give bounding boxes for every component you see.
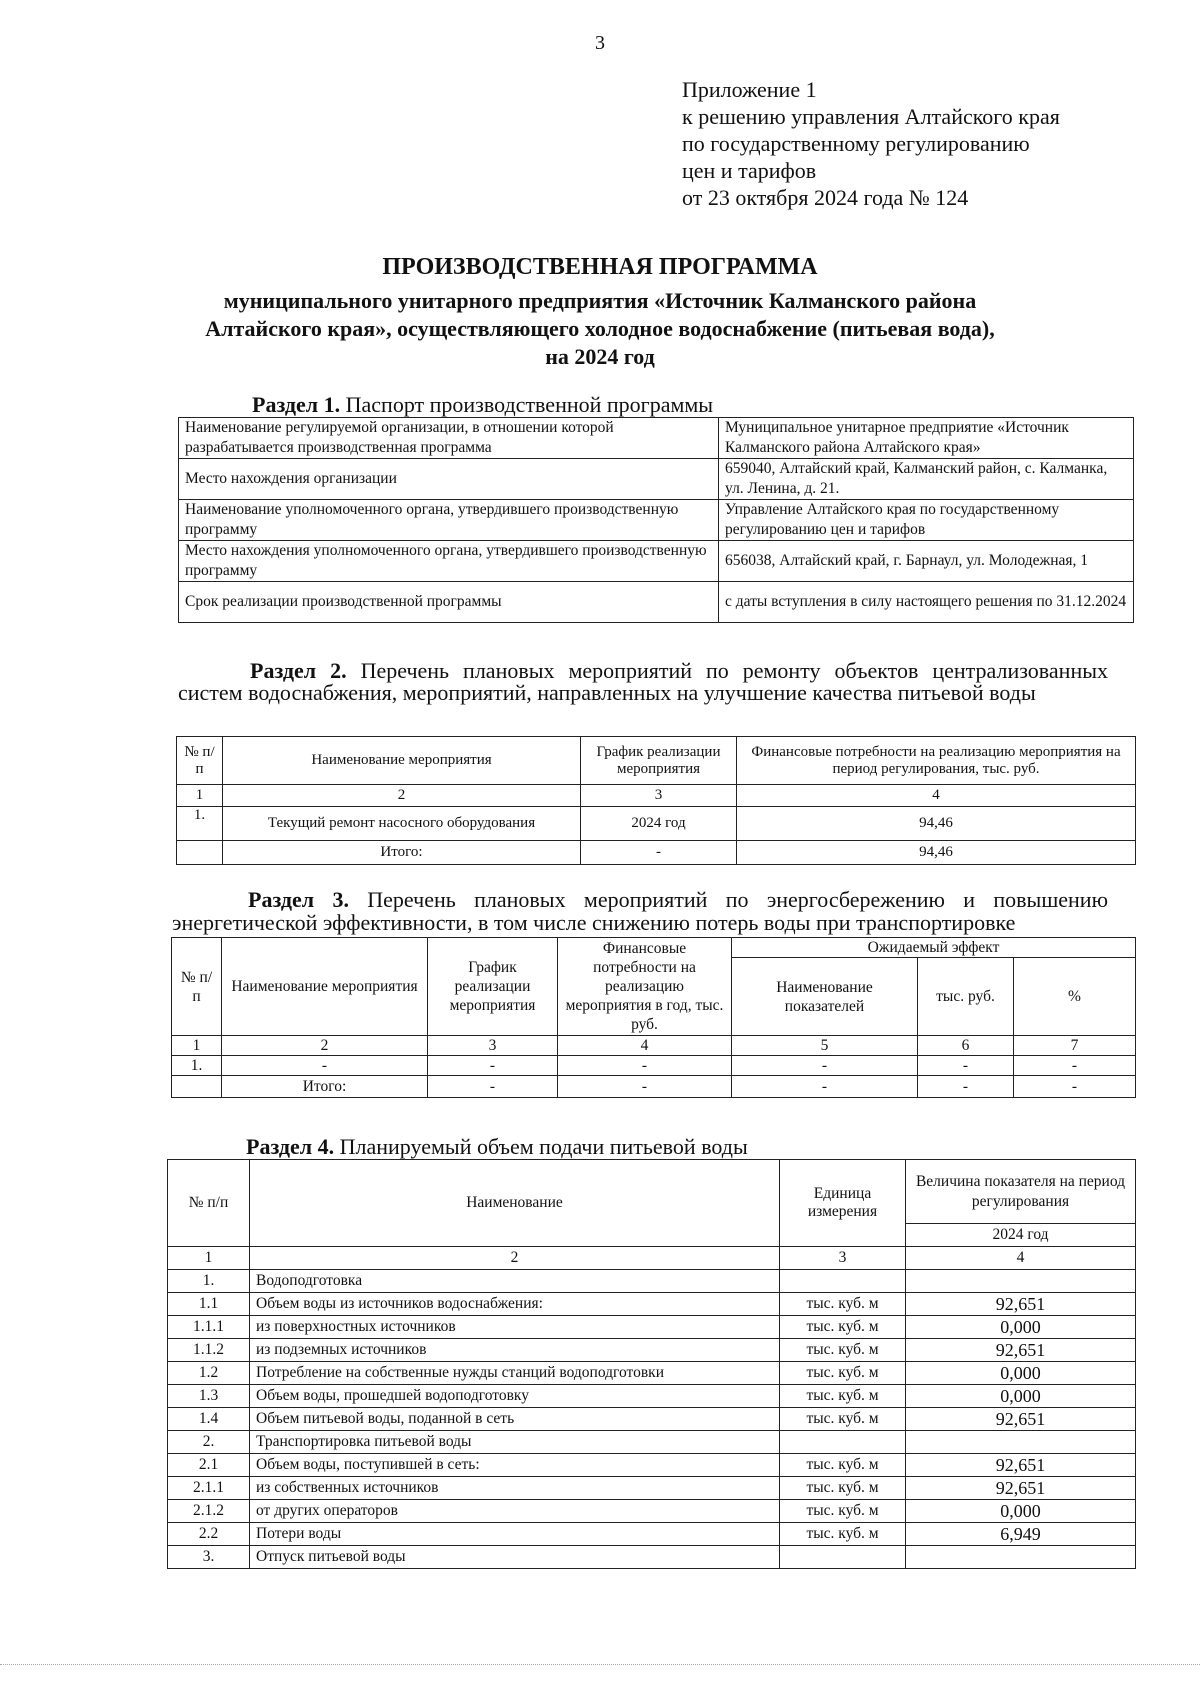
- table-row: [168, 1270, 1136, 1293]
- col-header: Величина показателя на период регулирования: [906, 1160, 1136, 1224]
- row-unit: тыс. куб. м: [780, 1293, 906, 1316]
- passport-label: Наименование уполномоченного органа, утвердившего производственную программу: [179, 500, 719, 541]
- subtitle-line: Алтайского края», осуществляющего холодное водоснабжение (питьевая вода),: [205, 316, 995, 341]
- row-number: 2.: [168, 1431, 250, 1454]
- section4-heading-text: Планируемый объем подачи питьевой воды: [339, 1134, 748, 1159]
- col-number: 7: [1014, 1036, 1136, 1056]
- table-row: [168, 1408, 1136, 1431]
- total-schedule: -: [581, 841, 737, 865]
- appendix-line: цен и тарифов: [682, 158, 817, 183]
- table-row: [168, 1477, 1136, 1500]
- subtitle-line: на 2024 год: [545, 344, 655, 369]
- subtitle-line: муниципального унитарного предприятия «Источник Калманского района: [223, 288, 977, 313]
- passport-value: Управление Алтайского края по государственному регулированию цен и тарифов: [719, 500, 1134, 541]
- col-header-year: 2024 год: [906, 1224, 1136, 1247]
- row-value: 92,651: [906, 1408, 1136, 1431]
- passport-label: Место нахождения организации: [179, 459, 719, 500]
- row-name: Транспортировка питьевой воды: [250, 1431, 780, 1454]
- row-name: от других операторов: [250, 1500, 780, 1523]
- appendix-line: к решению управления Алтайского края: [682, 104, 1060, 129]
- col-number: 4: [558, 1036, 732, 1056]
- document-subtitle: [150, 287, 1050, 371]
- table-header-row: [172, 938, 1136, 958]
- col-number: 5: [732, 1036, 918, 1056]
- passport-value: 656038, Алтайский край, г. Барнаул, ул. Молодежная, 1: [719, 541, 1134, 582]
- cell: -: [918, 1056, 1014, 1076]
- cell: -: [918, 1076, 1014, 1098]
- cell: -: [222, 1056, 428, 1076]
- total-amount: 94,46: [737, 841, 1136, 865]
- table-total-row: [177, 841, 1136, 865]
- col-header: Ожидаемый эффект: [732, 938, 1136, 958]
- row-value: [906, 1431, 1136, 1454]
- table-row: [168, 1454, 1136, 1477]
- col-header: Финансовые потребности на реализацию мероприятия на период регулирования, тыс. руб.: [737, 737, 1136, 785]
- row-unit: тыс. куб. м: [780, 1316, 906, 1339]
- row-value: 0,000: [906, 1500, 1136, 1523]
- activity-amount: 94,46: [737, 807, 1136, 841]
- row-name: Отпуск питьевой воды: [250, 1546, 780, 1569]
- total-label: Итого:: [222, 1076, 428, 1098]
- row-unit: [780, 1431, 906, 1454]
- col-number: 1: [172, 1036, 222, 1056]
- page-number: 3: [595, 32, 605, 54]
- total-label: Итого:: [223, 841, 581, 865]
- passport-value: Муниципальное унитарное предприятие «Источник Калманского района Алтайского края»: [719, 418, 1134, 459]
- row-number: 1.3: [168, 1385, 250, 1408]
- section1-heading: [252, 392, 713, 418]
- appendix-block: [682, 76, 1060, 211]
- row-name: Потери воды: [250, 1523, 780, 1546]
- row-value: [906, 1546, 1136, 1569]
- col-header: тыс. руб.: [918, 958, 1014, 1036]
- row-unit: [780, 1270, 906, 1293]
- cell: -: [1014, 1076, 1136, 1098]
- row-number: 2.1.1: [168, 1477, 250, 1500]
- repair-table: [176, 736, 1136, 865]
- row-name: из собственных источников: [250, 1477, 780, 1500]
- col-number: 4: [737, 785, 1136, 807]
- col-header: Наименование: [250, 1160, 780, 1247]
- row-name: Водоподготовка: [250, 1270, 780, 1293]
- water-volume-table: [167, 1159, 1136, 1569]
- row-value: [906, 1270, 1136, 1293]
- row-name: Объем воды, поступившей в сеть:: [250, 1454, 780, 1477]
- row-number: 1.: [177, 807, 223, 841]
- col-number: 6: [918, 1036, 1014, 1056]
- col-number: 4: [906, 1247, 1136, 1270]
- col-header: № п/п: [177, 737, 223, 785]
- appendix-line: по государственному регулированию: [682, 131, 1030, 156]
- row-number: 1.2: [168, 1362, 250, 1385]
- col-number: 3: [428, 1036, 558, 1056]
- row-unit: тыс. куб. м: [780, 1408, 906, 1431]
- activity-name: Текущий ремонт насосного оборудования: [223, 807, 581, 841]
- section3-heading-number: Раздел 3.: [248, 887, 349, 912]
- row-number: 2.2: [168, 1523, 250, 1546]
- passport-value: с даты вступления в силу настоящего решения по 31.12.2024: [719, 582, 1134, 623]
- col-number: 3: [780, 1247, 906, 1270]
- table-row: [168, 1431, 1136, 1454]
- row-unit: тыс. куб. м: [780, 1454, 906, 1477]
- table-row: [179, 500, 1134, 541]
- table-row: [168, 1293, 1136, 1316]
- row-value: 92,651: [906, 1454, 1136, 1477]
- energy-table: [171, 937, 1136, 1098]
- row-number: 1.1.2: [168, 1339, 250, 1362]
- document-title: ПРОИЗВОДСТВЕННАЯ ПРОГРАММА: [382, 254, 818, 280]
- section2-heading-number: Раздел 2.: [250, 658, 347, 683]
- col-header: № п/п: [172, 938, 222, 1036]
- table-row: [172, 1036, 1136, 1056]
- cell: 1.: [172, 1056, 222, 1076]
- row-value: 92,651: [906, 1339, 1136, 1362]
- passport-label: Место нахождения уполномоченного органа, утвердившего производственную программу: [179, 541, 719, 582]
- section3-heading-text: Перечень плановых мероприятий по энергосбережению и повышению энергетической эффективности, в том числе снижению потерь воды при транспортировке: [172, 887, 1109, 935]
- bottom-scan-line: [0, 1664, 1200, 1665]
- row-name: из поверхностных источников: [250, 1316, 780, 1339]
- row-unit: тыс. куб. м: [780, 1385, 906, 1408]
- passport-label: Срок реализации производственной программы: [179, 582, 719, 623]
- table-row: [177, 785, 1136, 807]
- row-number: 1.1: [168, 1293, 250, 1316]
- empty-cell: [172, 1076, 222, 1098]
- row-number: 2.1.2: [168, 1500, 250, 1523]
- row-value: 0,000: [906, 1316, 1136, 1339]
- col-number: 3: [581, 785, 737, 807]
- cell: -: [732, 1056, 918, 1076]
- passport-table: [178, 417, 1134, 623]
- row-unit: тыс. куб. м: [780, 1500, 906, 1523]
- table-row: [168, 1362, 1136, 1385]
- appendix-line: Приложение 1: [682, 77, 817, 102]
- col-header: Наименование показателей: [732, 958, 918, 1036]
- table-row: [179, 418, 1134, 459]
- cell: -: [1014, 1056, 1136, 1076]
- section1-heading-number: Раздел 1.: [252, 392, 341, 417]
- row-name: Объем питьевой воды, поданной в сеть: [250, 1408, 780, 1431]
- row-name: из подземных источников: [250, 1339, 780, 1362]
- activity-schedule: 2024 год: [581, 807, 737, 841]
- row-value: 6,949: [906, 1523, 1136, 1546]
- table-row: [168, 1523, 1136, 1546]
- col-number: 1: [177, 785, 223, 807]
- row-number: 1.1.1: [168, 1316, 250, 1339]
- col-number: 2: [223, 785, 581, 807]
- row-number: 1.: [168, 1270, 250, 1293]
- col-header: Наименование мероприятия: [223, 737, 581, 785]
- col-number: 2: [222, 1036, 428, 1056]
- table-row: [168, 1546, 1136, 1569]
- cell: -: [428, 1056, 558, 1076]
- cell: -: [732, 1076, 918, 1098]
- col-header: Наименование мероприятия: [222, 938, 428, 1036]
- table-row: [172, 1056, 1136, 1076]
- section2-heading-text: Перечень плановых мероприятий по ремонту объектов централизованных систем водоснабжения, мероприятий, направленных на улучшение качества питьевой воды: [178, 658, 1109, 705]
- col-header: Финансовые потребности на реализацию мероприятия в год, тыс. руб.: [558, 938, 732, 1036]
- section3-heading: [172, 888, 1108, 934]
- row-unit: [780, 1546, 906, 1569]
- row-value: 0,000: [906, 1385, 1136, 1408]
- table-row: [168, 1316, 1136, 1339]
- col-number: 1: [168, 1247, 250, 1270]
- col-header: № п/п: [168, 1160, 250, 1247]
- row-value: 92,651: [906, 1477, 1136, 1500]
- row-name: Потребление на собственные нужды станций водоподготовки: [250, 1362, 780, 1385]
- row-unit: тыс. куб. м: [780, 1339, 906, 1362]
- passport-label: Наименование регулируемой организации, в отношении которой разрабатывается производственная программа: [179, 418, 719, 459]
- col-number: 2: [250, 1247, 780, 1270]
- section2-heading: [178, 660, 1108, 704]
- table-row: [179, 582, 1134, 623]
- appendix-line: от 23 октября 2024 года № 124: [682, 185, 969, 210]
- table-row: [168, 1385, 1136, 1408]
- table-row: [168, 1339, 1136, 1362]
- empty-cell: [177, 841, 223, 865]
- col-header: График реализации мероприятия: [428, 938, 558, 1036]
- table-row: [179, 459, 1134, 500]
- cell: -: [428, 1076, 558, 1098]
- row-name: Объем воды, прошедшей водоподготовку: [250, 1385, 780, 1408]
- water-volume-rows: [168, 1270, 1136, 1569]
- table-row: [177, 807, 1136, 841]
- col-header: График реализации мероприятия: [581, 737, 737, 785]
- cell: -: [558, 1076, 732, 1098]
- table-row: [168, 1500, 1136, 1523]
- table-total-row: [172, 1076, 1136, 1098]
- section4-heading: [246, 1134, 748, 1160]
- row-number: 3.: [168, 1546, 250, 1569]
- col-header: Единица измерения: [780, 1160, 906, 1247]
- row-name: Объем воды из источников водоснабжения:: [250, 1293, 780, 1316]
- cell: -: [558, 1056, 732, 1076]
- passport-value: 659040, Алтайский край, Калманский район, с. Калманка, ул. Ленина, д. 21.: [719, 459, 1134, 500]
- row-value: 0,000: [906, 1362, 1136, 1385]
- table-row: [179, 541, 1134, 582]
- table-header-row: [168, 1160, 1136, 1224]
- row-number: 1.4: [168, 1408, 250, 1431]
- section1-heading-text: Паспорт производственной программы: [345, 392, 714, 417]
- row-value: 92,651: [906, 1293, 1136, 1316]
- table-header-row: [177, 737, 1136, 785]
- section4-heading-number: Раздел 4.: [246, 1134, 335, 1159]
- row-unit: тыс. куб. м: [780, 1362, 906, 1385]
- row-unit: тыс. куб. м: [780, 1523, 906, 1546]
- col-header: %: [1014, 958, 1136, 1036]
- row-unit: тыс. куб. м: [780, 1477, 906, 1500]
- row-number: 2.1: [168, 1454, 250, 1477]
- table-row: [168, 1247, 1136, 1270]
